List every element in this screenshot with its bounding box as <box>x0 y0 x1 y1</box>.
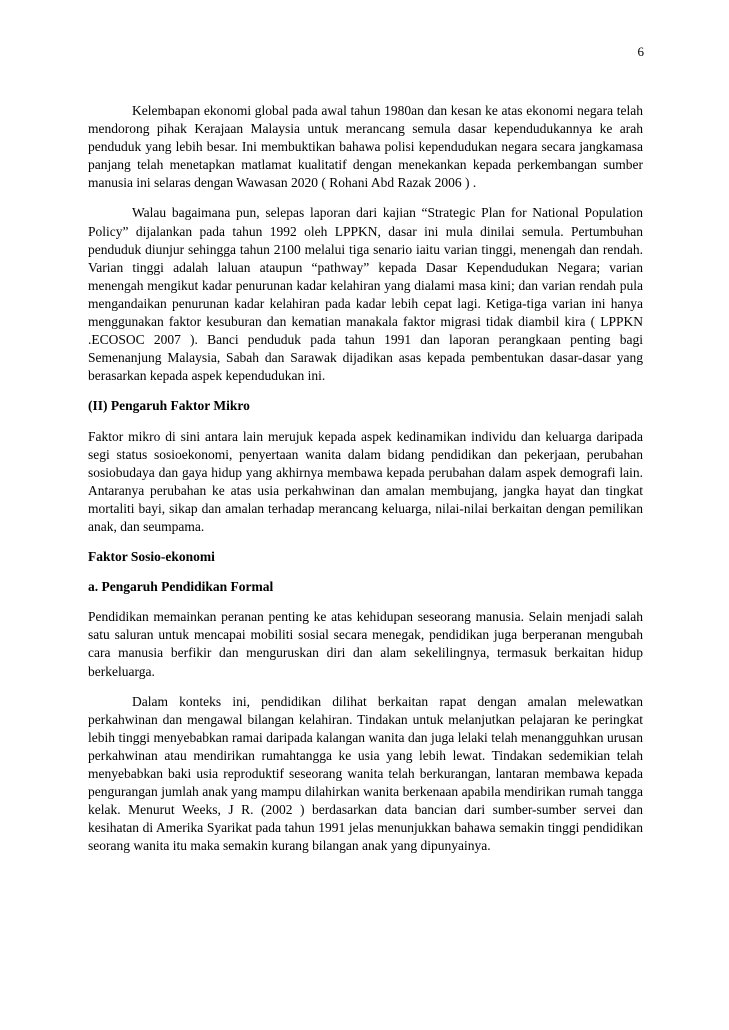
paragraph-strategic-plan: Walau bagaimana pun, selepas laporan dari kajian “Strategic Plan for National Population Policy” dijalankan pada tahun 1992 oleh LPPKN, dasar ini mula dinilai semula. Pertumbuhan penduduk diunjur sehingga tahun 2100 melalui tiga senario iaitu varian tinggi, menengah dan rendah. Varian tinggi adalah laluan ataupun “pathway” kepada Dasar Kependudukan Negara; varian menengah mengikut kadar penurunan kadar kelahiran yang dialami masa kini; dan varian rendah pula mengandaikan penurunan kadar kelahiran pada kadar lebih cepat lagi. Ketiga-tiga varian ini hanya menggunakan faktor kesuburan dan kematian manakala faktor migrasi tidak diambil kira ( LPPKN .ECOSOC 2007 ). Banci penduduk pada tahun 1991 dan laporan perangkaan penting bagi Semenanjung Malaysia, Sabah dan Sarawak dijadikan asas kepada pembentukan dasar-dasar yang berasarkan kepada aspek kependudukan ini. <box>88 205 643 384</box>
heading-pendidikan-formal: a. Pengaruh Pendidikan Formal <box>88 579 274 595</box>
heading-faktor-mikro: (II) Pengaruh Faktor Mikro <box>88 398 250 414</box>
paragraph-faktor-mikro: Faktor mikro di sini antara lain merujuk kepada aspek kedinamikan individu dan keluarga daripada segi status sosioekonomi, penyertaan wanita dalam bidang pendidikan dan pekerjaan, perubahan sosiobudaya dan gaya hidup yang akhirnya membawa kepada perubahan dalam aspek demografi lain. Antaranya perubahan ke atas usia perkahwinan dan amalan membujang, jangka hayat dan tingkat mortaliti bayi, sikap dan amalan terhadap merancang keluarga, nilai-nilai berkaitan dengan pemilikan anak, dan seumpama. <box>88 428 643 534</box>
heading-faktor-sosio-ekonomi: Faktor Sosio-ekonomi <box>88 549 215 565</box>
page-number: 6 <box>637 44 644 59</box>
paragraph-dalam-konteks: Dalam konteks ini, pendidikan dilihat berkaitan rapat dengan amalan melewatkan perkahwinan dan mengawal bilangan kelahiran. Tindakan untuk melanjutkan pelajaran ke peringkat lebih tinggi menyebabkan ramai daripada kalangan wanita dan juga lelaki telah menangguhkan urusan perkahwinan atau mendirikan rumahtangga ke usia yang lebih lewat. Tindakan sedemikian telah menyebabkan baki usia reproduktif seseorang wanita telah berkurangan, lantaran membawa kepada pengurangan jumlah anak yang mampu dilahirkan wanita berkenaan apabila mendirikan rumah tangga kelak. Menurut Weeks, J R. (2002 ) berdasarkan data bancian dari sumber-sumber servei dan kesihatan di Amerika Syarikat pada tahun 1991 jelas menunjukkan bahawa semakin tinggi pendidikan seorang wanita itu maka semakin kurang bilangan anak yang dipunyainya. <box>88 693 643 854</box>
paragraph-pendidikan: Pendidikan memainkan peranan penting ke atas kehidupan seseorang manusia. Selain menjadi salah satu saluran untuk mencapai mobiliti sosial secara menegak, pendidikan juga berperanan mengubah cara manusia berfikir dan menguruskan diri dan alam sekelilingnya, termasuk berkaitan hidup berkeluarga. <box>88 609 643 679</box>
paragraph-kelembapan-ekonomi: Kelembapan ekonomi global pada awal tahun 1980an dan kesan ke atas ekonomi negara telah mendorong pihak Kerajaan Malaysia untuk merancang semula dasar kependudukannya ke arah penduduk yang lebih besar. Ini membuktikan bahawa polisi kependudukan negara secara jangkamasa panjang telah menetapkan matlamat kualitatif dengan menekankan kepada perkembangan sumber manusia ini selaras dengan Wawasan 2020 ( Rohani Abd Razak 2006 ) . <box>88 103 643 191</box>
page-content <box>88 102 643 867</box>
